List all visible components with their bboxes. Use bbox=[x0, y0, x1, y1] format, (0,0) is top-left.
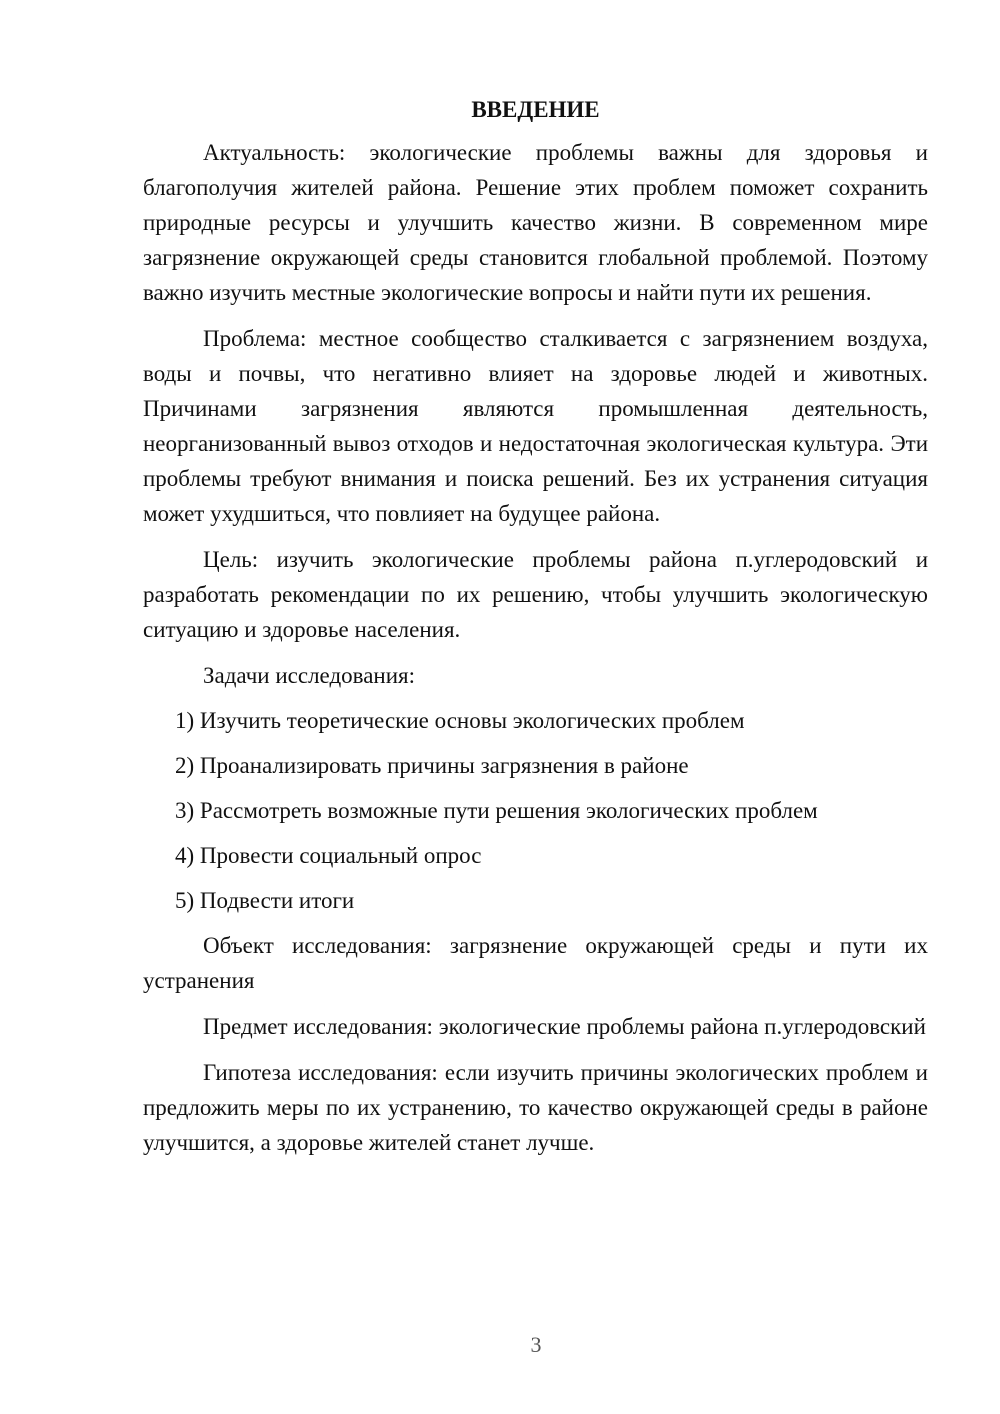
list-item: 5) Подвести итоги bbox=[175, 888, 355, 913]
list-item: 4) Провести социальный опрос bbox=[175, 843, 482, 868]
list-item: 2) Проанализировать причины загрязнения в районе bbox=[175, 753, 689, 778]
problem-paragraph: Проблема: местное сообщество сталкивается с загрязнением воздуха, воды и почвы, что негативно влияет на здоровье людей и животных. Причинами загрязнения являются промышленная деятельность, неорганизованный вывоз отходов и недостаточная экологическая культура. Эти проблемы требуют внимания и поиска решений. Без их устранения ситуация может ухудшиться, что повлияет на будущее района. bbox=[143, 326, 928, 526]
document-page bbox=[143, 92, 928, 1171]
object-paragraph: Объект исследования: загрязнение окружающей среды и пути их устранения bbox=[143, 933, 928, 993]
tasks-heading: Задачи исследования: bbox=[203, 663, 416, 688]
relevance-paragraph: Актуальность: экологические проблемы важны для здоровья и благополучия жителей района. Решение этих проблем поможет сохранить природные ресурсы и улучшить качество жизни. В современном мире загрязнение окружающей среды становится глобальной проблемой. Поэтому важно изучить местные экологические вопросы и найти пути их решения. bbox=[143, 140, 928, 305]
subject-paragraph: Предмет исследования: экологические проблемы района п.углеродовский bbox=[203, 1014, 926, 1039]
page-title: ВВЕДЕНИЕ bbox=[471, 97, 600, 122]
list-item: 3) Рассмотреть возможные пути решения экологических проблем bbox=[175, 798, 818, 823]
goal-paragraph: Цель: изучить экологические проблемы района п.углеродовский и разработать рекомендации по их решению, чтобы улучшить экологическую ситуацию и здоровье населения. bbox=[143, 547, 928, 642]
page-number: 3 bbox=[530, 1332, 542, 1357]
list-item: 1) Изучить теоретические основы экологических проблем bbox=[175, 708, 745, 733]
task-list bbox=[143, 703, 928, 918]
hypothesis-paragraph: Гипотеза исследования: если изучить причины экологических проблем и предложить меры по их устранению, то качество окружающей среды в районе улучшится, а здоровье жителей станет лучше. bbox=[143, 1060, 928, 1155]
